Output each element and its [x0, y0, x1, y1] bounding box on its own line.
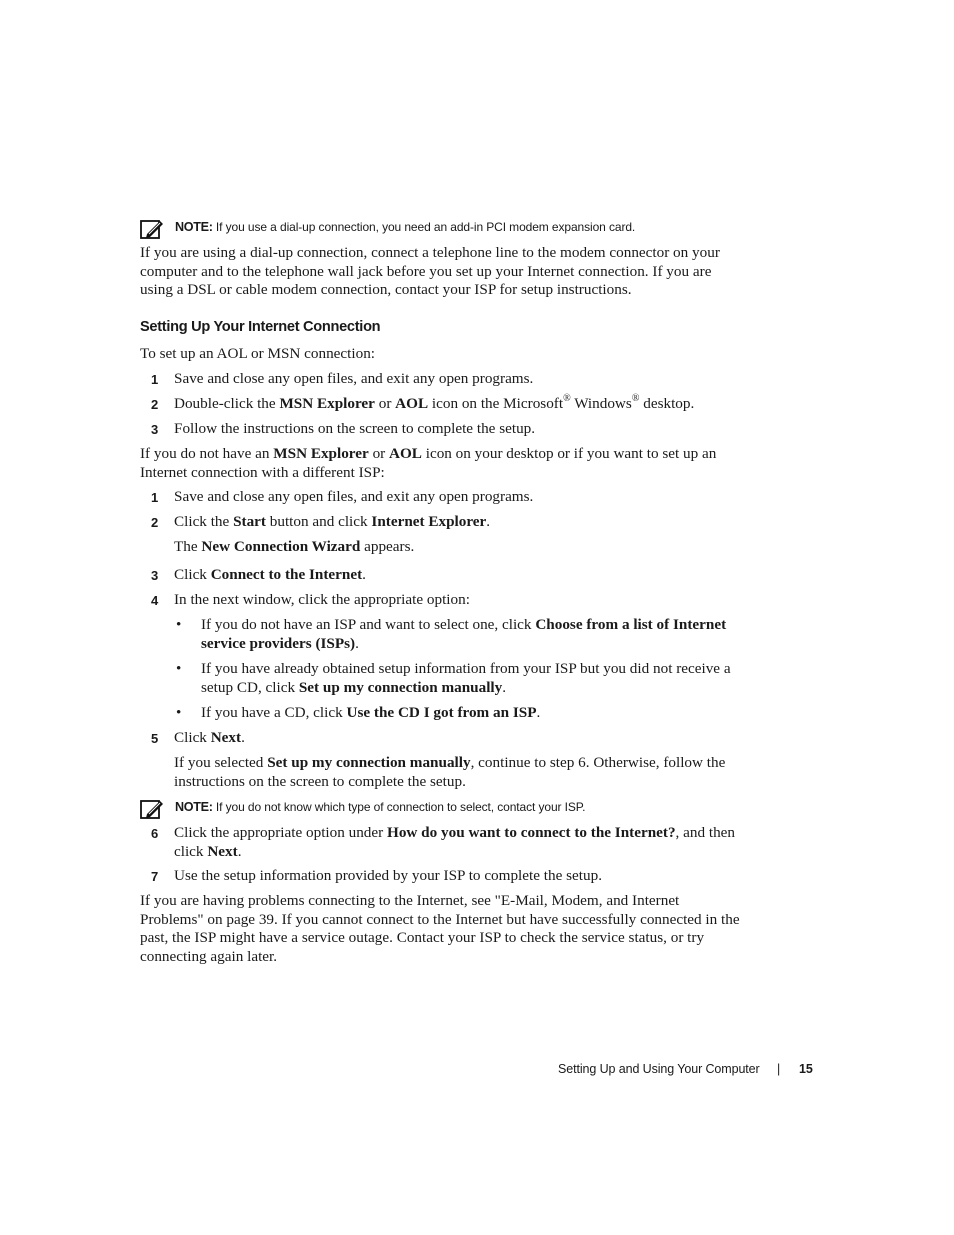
intro-line: If you are using a dial-up connection, connect a telephone line to the modem connector on your	[140, 244, 720, 261]
step-text: Double-click the MSN Explorer or AOL icon on the Microsoft® Windows® desktop.	[174, 392, 695, 412]
step-text: Save and close any open files, and exit any open programs.	[174, 370, 534, 387]
note-text: If you do not know which type of connection to select, contact your ISP.	[212, 800, 586, 814]
step-text: Use the setup information provided by your ISP to complete the setup.	[174, 867, 602, 884]
bullet-icon: •	[176, 660, 182, 677]
step-number: 2	[151, 515, 159, 530]
step-text: Click Next.	[174, 729, 245, 746]
footer-section-title: Setting Up and Using Your Computer	[558, 1062, 760, 1076]
bullet-icon: •	[176, 704, 182, 721]
closing-paragraph: If you are having problems connecting to the Internet, see "E-Mail, Modem, and Internet Problems" on page 39. If you cannot connect to the Internet but have successfully connected in the past, the ISP might have a service outage. Contact your ISP to check the service status, or try connecting again later.	[140, 892, 740, 965]
note-pencil-icon	[140, 799, 164, 819]
step-text: The New Connection Wizard appears.	[174, 538, 415, 555]
intro-paragraph	[140, 244, 760, 300]
step-number: 4	[151, 593, 159, 608]
step-text: Click Connect to the Internet.	[174, 566, 366, 583]
step-number: 6	[151, 826, 159, 841]
step-number: 3	[151, 568, 159, 583]
aol-intro: To set up an AOL or MSN connection:	[140, 345, 376, 362]
bullet-icon: •	[176, 616, 182, 633]
note-label: NOTE:	[175, 220, 213, 234]
step-text: Click the Start button and click Internet Explorer.	[174, 513, 491, 530]
alt-intro: If you do not have an MSN Explorer or AOL icon on your desktop or if you want to set up an Internet connection with a different ISP:	[140, 445, 717, 481]
intro-line: using a DSL or cable modem connection, contact your ISP for setup instructions.	[140, 281, 632, 299]
step-text: If you selected Set up my connection manually, continue to step 6. Otherwise, follow the instructions on the screen to complete the setup.	[174, 754, 726, 790]
step-number: 1	[151, 372, 159, 387]
intro-line: computer and to the telephone wall jack before you set up your Internet connection. If you are	[140, 262, 712, 280]
step-number: 2	[151, 397, 159, 412]
note-text: If you use a dial-up connection, you need an add-in PCI modem expansion card.	[212, 220, 636, 234]
step-text: Click the appropriate option under How do you want to connect to the Internet?, and then click Next.	[174, 824, 736, 860]
step-text: In the next window, click the appropriate option:	[174, 591, 470, 608]
footer-separator: |	[777, 1062, 781, 1076]
step-text: Save and close any open files, and exit any open programs.	[174, 488, 534, 505]
page-number: 15	[799, 1062, 813, 1076]
step-number: 5	[151, 731, 159, 746]
step-text: Follow the instructions on the screen to complete the setup.	[174, 420, 536, 437]
note-label: NOTE:	[175, 800, 213, 814]
step-number: 7	[151, 869, 159, 884]
section-heading: Setting Up Your Internet Connection	[140, 319, 381, 335]
step-number: 3	[151, 422, 159, 437]
step-number: 1	[151, 490, 159, 505]
note-pencil-icon	[140, 219, 164, 239]
